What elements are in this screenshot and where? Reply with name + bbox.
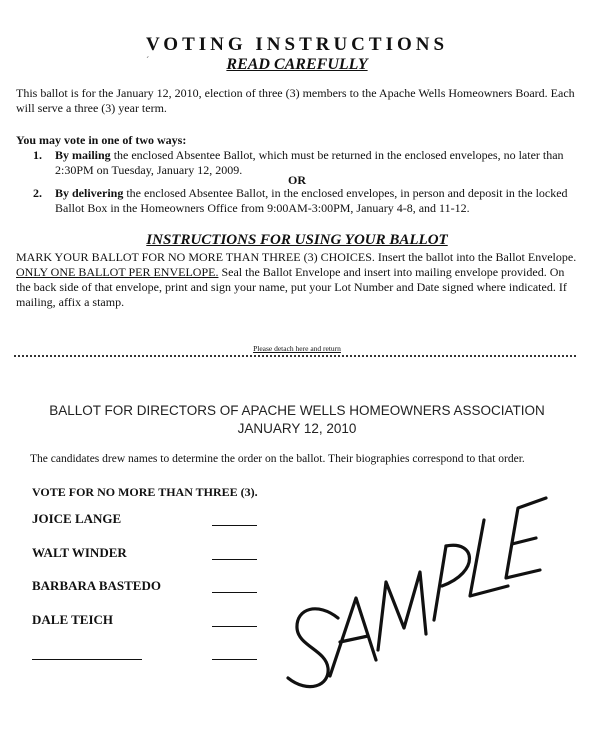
candidate-name: DALE TEICH — [32, 612, 114, 627]
candidate-mark-line[interactable] — [212, 626, 257, 627]
voting-way-deliver — [33, 186, 578, 216]
candidate-mark-line[interactable] — [212, 559, 257, 560]
candidates-note: The candidates drew names to determine the order on the ballot. Their biographies correspond to that order. — [30, 453, 525, 465]
candidate-name: BARBARA BASTEDO — [32, 578, 161, 593]
stray-mark: ´ — [146, 56, 150, 67]
voting-way-lead: By delivering — [55, 186, 124, 200]
write-in-mark-line[interactable] — [212, 659, 257, 660]
vote-limit: VOTE FOR NO MORE THAN THREE (3). — [32, 485, 258, 499]
candidate-name: JOICE LANGE — [32, 511, 122, 526]
ballot-title: BALLOT FOR DIRECTORS OF APACHE WELLS HOMEOWNERS ASSOCIATION JANUARY 12, 2010 — [49, 403, 545, 436]
write-in-line[interactable] — [32, 659, 142, 660]
voting-way-lead: By mailing — [55, 148, 111, 162]
candidate-mark-line[interactable] — [212, 525, 257, 526]
detach-line — [14, 355, 576, 357]
page-title: VOTING INSTRUCTIONS — [145, 34, 449, 55]
instructions-paragraph: MARK YOUR BALLOT FOR NO MORE THAN THREE (3) CHOICES. Insert the ballot into the Ballot Envelope. ONLY ONE BALLOT PER ENVELOPE. Seal the Ballot Envelope and insert into mailing envelope provided. On the back side of that envelope, print and sign your name, put your Lot Number and Date signed where indicated. If mailing, affix a stamp. — [16, 250, 577, 309]
instructions-heading: INSTRUCTIONS FOR USING YOUR BALLOT — [146, 232, 448, 248]
voting-way-text: the enclosed Absentee Ballot, which must be returned in the enclosed envelopes, no later than 2:30PM on Tuesday, January 12, 2009. — [55, 148, 564, 177]
voting-way-number: 2. — [33, 186, 42, 200]
one-ballot-emphasis: ONLY ONE BALLOT PER ENVELOPE. — [16, 265, 219, 279]
voting-ways-heading: You may vote in one of two ways: — [16, 133, 187, 147]
voting-way-text: the enclosed Absentee Ballot, in the enclosed envelopes, in person and deposit in the locked Ballot Box in the Homeowners Office from 9:00AM-3:00PM, January 4-8, and 11-12. — [55, 186, 568, 215]
candidate-name: WALT WINDER — [32, 545, 127, 560]
page-subtitle: READ CAREFULLY — [226, 56, 368, 73]
or-separator: OR — [288, 173, 306, 187]
detach-label: Please detach here and return — [253, 344, 341, 353]
candidate-mark-line[interactable] — [212, 592, 257, 593]
voting-way-number: 1. — [33, 148, 42, 162]
intro-paragraph: This ballot is for the January 12, 2010, election of three (3) members to the Apache Wells Homeowners Board. Each will serve a three (3) year term. — [16, 86, 575, 115]
